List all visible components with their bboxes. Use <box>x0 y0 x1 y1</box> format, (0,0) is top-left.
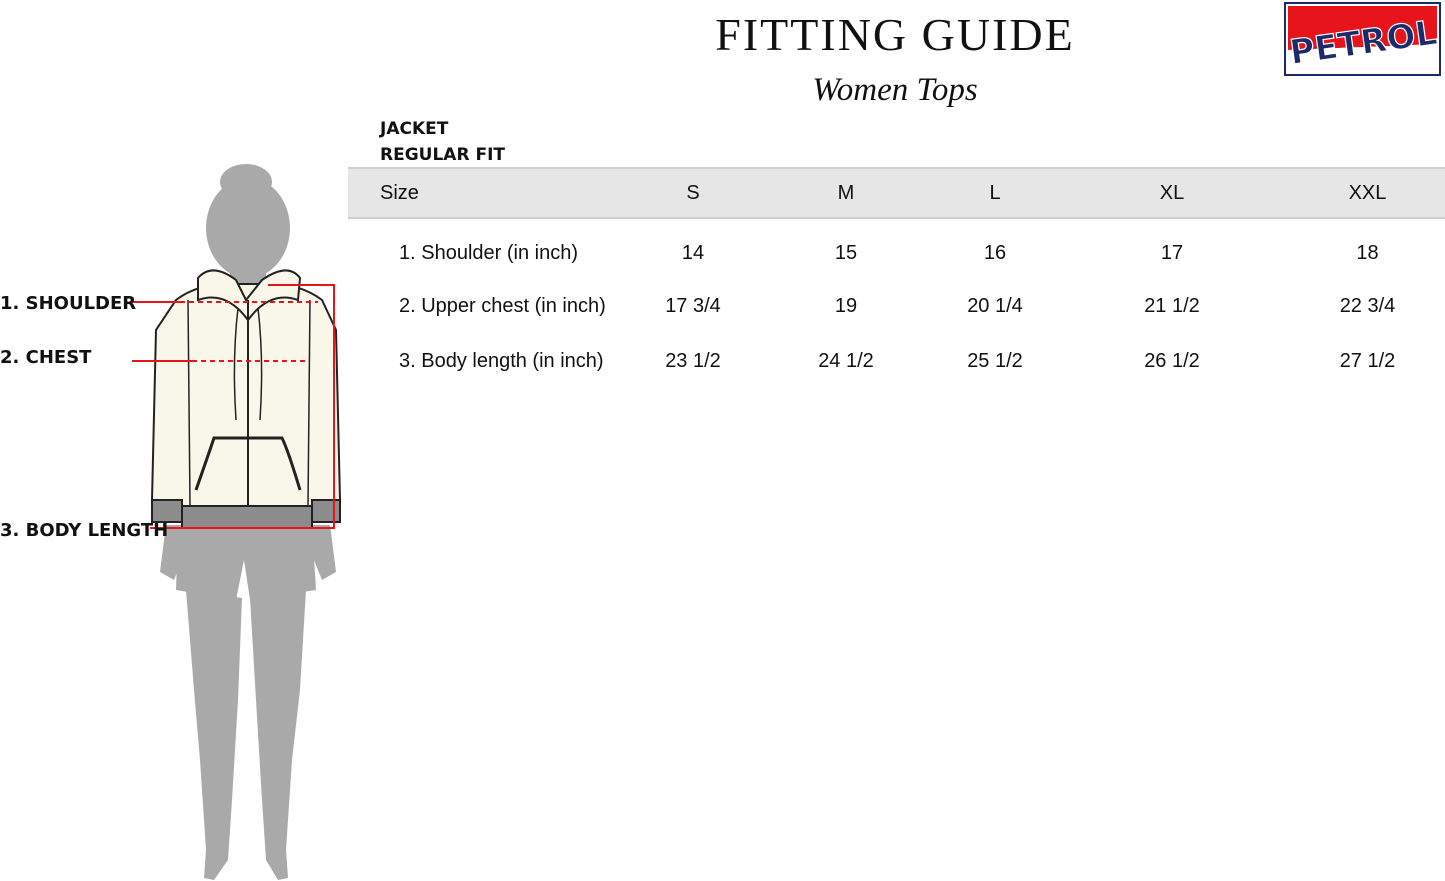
table-row <box>348 329 1445 393</box>
table-cell: 21 1/2 <box>1144 294 1200 317</box>
jacket <box>152 270 340 528</box>
garment-type: JACKET <box>380 119 449 139</box>
size-col-xl: XL <box>1159 181 1185 204</box>
size-col-l: L <box>989 181 1001 204</box>
row-label: 2. Upper chest (in inch) <box>399 294 606 317</box>
table-cell: 15 <box>834 241 858 264</box>
table-cell: 22 3/4 <box>1339 294 1396 317</box>
table-cell: 25 1/2 <box>967 349 1023 372</box>
table-cell: 14 <box>681 241 705 264</box>
body-length-measure-label: 3. BODY LENGTH <box>0 520 169 541</box>
table-row <box>348 283 1445 329</box>
size-table <box>348 167 1445 393</box>
row-label: 3. Body length (in inch) <box>399 349 604 372</box>
table-cell: 27 1/2 <box>1339 349 1396 372</box>
chest-measure-label: 2. CHEST <box>0 347 92 368</box>
table-cell: 20 1/4 <box>967 294 1023 317</box>
page-subtitle: Women Tops <box>812 72 978 108</box>
svg-text:PETROL: PETROL <box>1287 12 1440 74</box>
table-cell: 16 <box>983 241 1007 264</box>
size-col-m: M <box>837 181 855 204</box>
table-cell: 17 3/4 <box>665 294 721 317</box>
table-cell: 18 <box>1356 241 1379 264</box>
size-col-s: S <box>686 181 700 204</box>
size-header-row <box>348 168 1445 218</box>
table-cell: 19 <box>834 294 858 317</box>
table-cell: 23 1/2 <box>665 349 721 372</box>
table-cell: 24 1/2 <box>818 349 874 372</box>
page-title: FITTING GUIDE <box>715 9 1075 60</box>
table-row <box>348 218 1445 283</box>
row-label: 1. Shoulder (in inch) <box>399 241 578 264</box>
shoulder-measure-label: 1. SHOULDER <box>0 293 137 314</box>
figure-illustration <box>0 0 360 881</box>
size-header-label: Size <box>380 181 419 204</box>
table-cell: 17 <box>1160 241 1184 264</box>
garment-fit: REGULAR FIT <box>380 145 505 165</box>
petrol-logo <box>1284 2 1441 76</box>
size-col-xxl: XXL <box>1348 181 1387 204</box>
table-cell: 26 1/2 <box>1144 349 1200 372</box>
